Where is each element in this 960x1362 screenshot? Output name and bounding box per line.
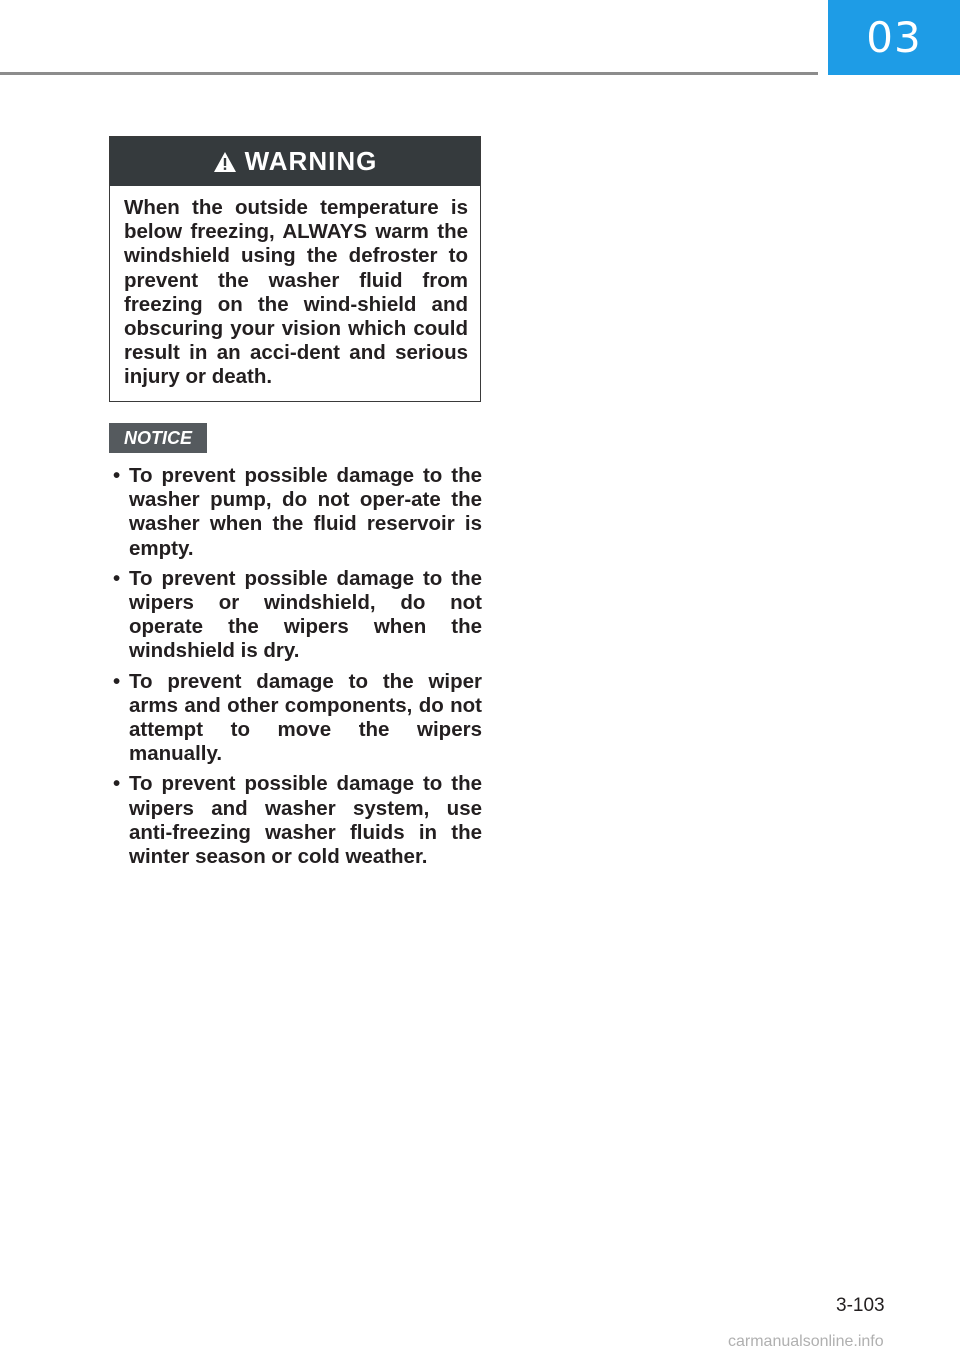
warning-header — [110, 137, 480, 186]
warning-triangle-icon — [213, 151, 237, 173]
warning-title: WARNING — [244, 146, 378, 176]
notice-list — [109, 464, 482, 875]
chapter-tab: 03 — [828, 0, 960, 75]
notice-item: • To prevent damage to the wiper arms and other components, do not attempt to move the wipers manually. — [113, 669, 482, 766]
notice-badge: NOTICE — [109, 423, 207, 453]
watermark: carmanualsonline.info — [728, 1333, 884, 1350]
warning-text: When the outside temperature is below freezing, ALWAYS warm the windshield using the defroster to prevent the washer fluid from freezing on the wind-shield and obscuring your vision which could result in an acci-dent and serious injury or death. — [124, 196, 468, 389]
notice-item: • To prevent possible damage to the wipers or windshield, do not operate the wipers when the windshield is dry. — [113, 566, 482, 663]
header-rule — [0, 72, 818, 75]
notice-item: • To prevent possible damage to the washer pump, do not oper-ate the washer when the fluid reservoir is empty. — [113, 464, 482, 560]
warning-box — [109, 136, 481, 402]
notice-item: • To prevent possible damage to the wipers and washer system, use anti-freezing washer fluids in the winter season or cold weather. — [113, 772, 482, 869]
page-number: 3-103 — [836, 1295, 885, 1316]
